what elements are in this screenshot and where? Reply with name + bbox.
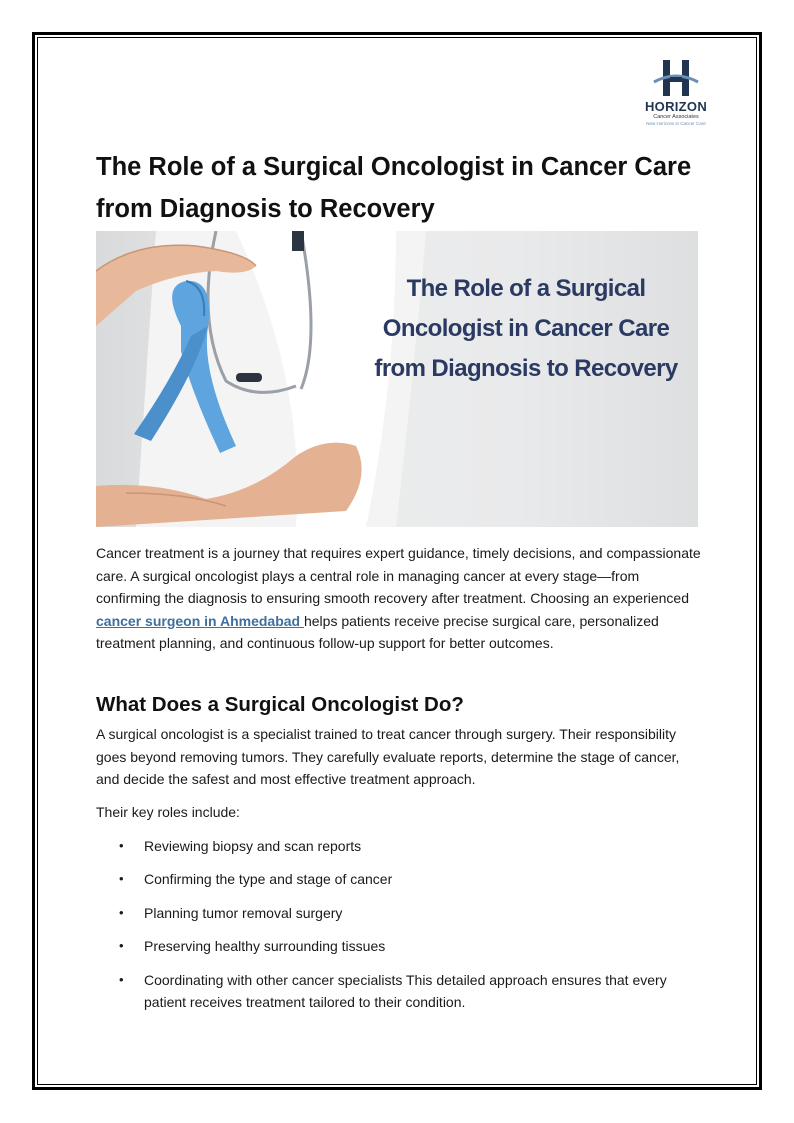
hero-image xyxy=(96,231,698,527)
list-item-text: Reviewing biopsy and scan reports xyxy=(144,838,362,854)
logo-name: HORIZON xyxy=(644,99,708,114)
hero-caption-line-2: Oncologist in Cancer Care xyxy=(382,315,670,342)
bullet-icon: • xyxy=(119,838,124,853)
list-item-text: Confirming the type and stage of cancer xyxy=(144,871,393,888)
hero-caption xyxy=(366,269,686,389)
horizon-logo xyxy=(630,58,722,138)
list-item-text: Planning tumor removal surgery xyxy=(144,904,343,921)
list-item-text: Preserving healthy surrounding tissues xyxy=(144,938,386,955)
section-heading: What Does a Surgical Oncologist Do? xyxy=(96,693,464,716)
list-item xyxy=(96,902,706,925)
article-title: The Role of a Surgical Oncologist in Cancer Care from Diagnosis to Recovery xyxy=(96,153,692,223)
horizon-h-mark-icon xyxy=(651,58,701,98)
list-item xyxy=(96,935,706,958)
bullet-icon: • xyxy=(119,938,124,954)
hero-caption-line-3: from Diagnosis to Recovery xyxy=(374,355,678,382)
roles-intro: Their key roles include: xyxy=(96,804,240,820)
logo-tagline: New Horizons in Cancer Care xyxy=(646,121,706,126)
list-item xyxy=(96,969,706,1014)
logo-subtitle: Cancer Associates xyxy=(653,114,699,120)
hero-caption-line-1: The Role of a Surgical xyxy=(406,275,646,302)
list-item-text: Coordinating with other cancer specialists This detailed approach ensures that every patient receives treatment tailored to their condition. xyxy=(144,971,667,1011)
section-paragraph: A surgical oncologist is a specialist trained to treat cancer through surgery. Their responsibility goes beyond removing tumors. They carefully evaluate reports, determine the stage of cancer, and decide the safest and most effective treatment approach. xyxy=(96,726,680,788)
intro-text-before-link: Cancer treatment is a journey that requires expert guidance, timely decisions, and compassionate care. A surgical oncologist plays a central role in managing cancer at every stage—from confirming the diagnosis to ensuring smooth recovery after treatment. Choosing an experienced xyxy=(96,545,701,607)
intro-paragraph xyxy=(96,542,706,655)
list-item xyxy=(96,868,706,891)
bullet-icon: • xyxy=(119,904,124,920)
cancer-surgeon-link[interactable]: cancer surgeon in Ahmedabad xyxy=(96,612,304,629)
list-item xyxy=(96,835,706,858)
roles-list xyxy=(96,835,706,1025)
intro-text-after-link: helps patients receive precise surgical care, personalized treatment planning, and continuous follow-up support for better outcomes. xyxy=(96,612,659,652)
bullet-icon: • xyxy=(119,871,124,887)
bullet-icon: • xyxy=(119,971,124,987)
